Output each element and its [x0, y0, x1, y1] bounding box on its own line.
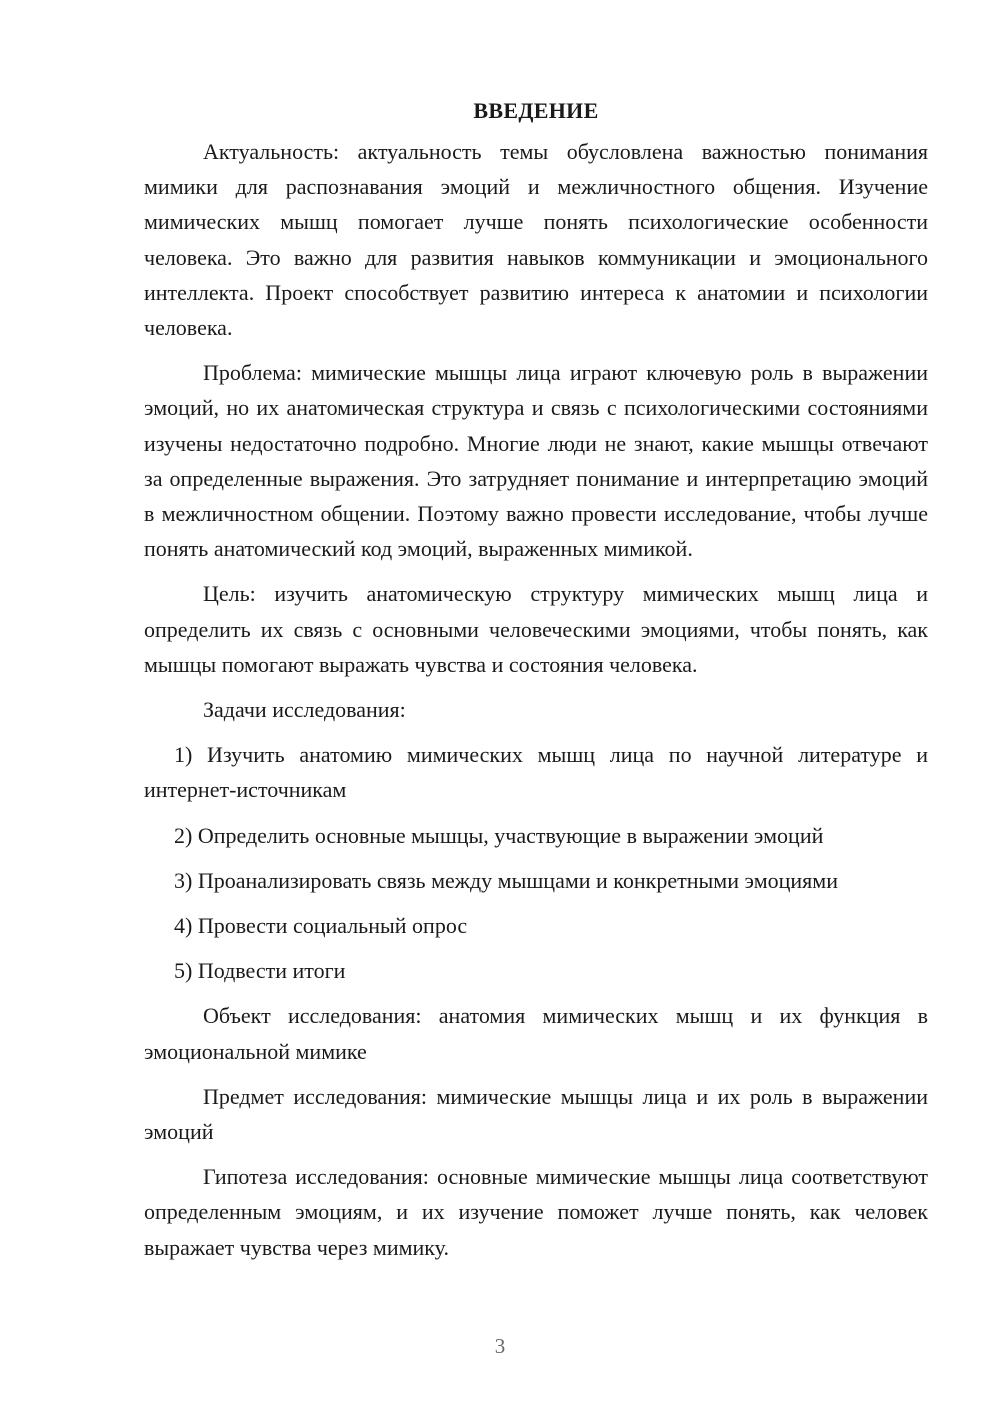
list-item: 3) Проанализировать связь между мышцами и конкретными эмоциями	[174, 867, 838, 893]
tasks-heading: Задачи исследования:	[203, 697, 406, 723]
paragraph-subject: Предмет исследования: мимические мышцы лица и их роль в выражении эмоций	[144, 1083, 928, 1145]
tasks-list	[144, 737, 928, 988]
list-item: 2) Определить основные мышцы, участвующие в выражении эмоций	[174, 822, 824, 848]
list-item: 1) Изучить анатомию мимических мышц лица по научной литературе и интернет-источникам	[144, 742, 928, 803]
list-item: 5) Подвести итоги	[174, 958, 346, 984]
list-item: 4) Провести социальный опрос	[174, 913, 468, 939]
paragraph-relevance: Актуальность: актуальность темы обусловлена важностью понимания мимики для распознавания эмоций и межличностного общения. Изучение мимических мышц помогает лучше понять психологические особенности человека. Это важно для развития навыков коммуникации и эмоционального интеллекта. Проект способствует развитию интереса к анатомии и психологии человека.	[144, 139, 928, 341]
page-number: 3	[494, 1334, 506, 1358]
document-page	[144, 92, 928, 1265]
section-title: ВВЕДЕНИЕ	[473, 98, 599, 123]
paragraph-problem: Проблема: мимические мышцы лица играют ключевую роль в выражении эмоций, но их анатомическая структура и связь с психологическими состояниями изучены недостаточно подробно. Многие люди не знают, какие мышцы отвечают за определенные выражения. Это затрудняет понимание и интерпретацию эмоций в межличностном общении. Поэтому важно провести исследование, чтобы лучше понять анатомический код эмоций, выраженных мимикой.	[144, 360, 928, 562]
paragraph-hypothesis: Гипотеза исследования: основные мимические мышцы лица соответствуют определенным эмоциям, и их изучение поможет лучше понять, как человек выражает чувства через мимику.	[144, 1164, 928, 1260]
paragraph-goal: Цель: изучить анатомическую структуру мимических мышц лица и определить их связь с основными человеческими эмоциями, чтобы понять, как мышцы помогают выражать чувства и состояния человека.	[144, 581, 928, 677]
paragraph-object: Объект исследования: анатомия мимических мышц и их функция в эмоциональной мимике	[144, 1003, 928, 1064]
